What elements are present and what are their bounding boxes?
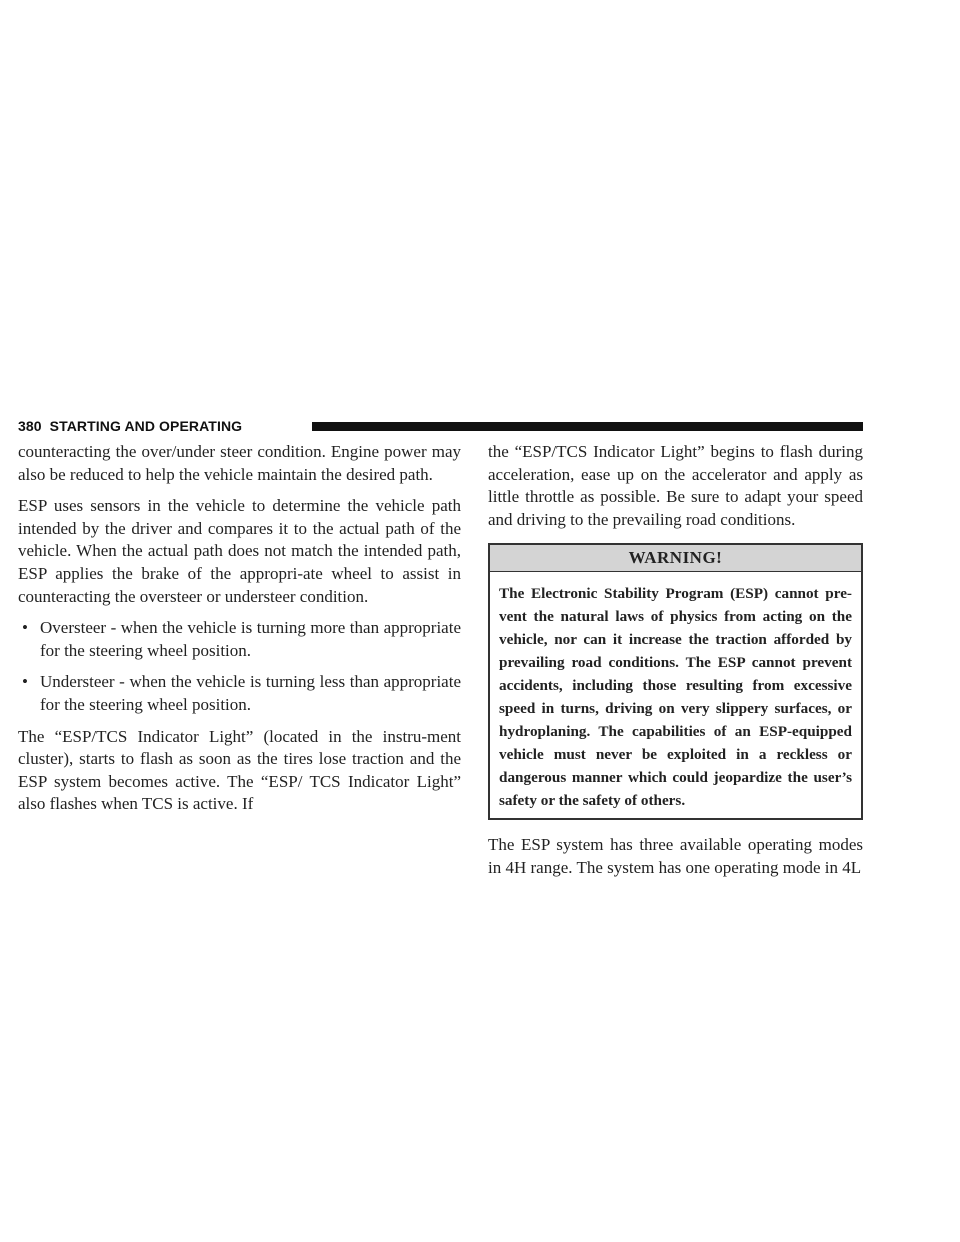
page-number: 380 [18, 418, 42, 434]
right-column [488, 441, 863, 888]
warning-box [488, 543, 863, 820]
paragraph: counteracting the over/under steer condition. Engine power may also be reduced to help the vehicle maintain the desired path. [18, 442, 461, 484]
bullet-text: Oversteer - when the vehicle is turning more than appropriate for the steering wheel position. [40, 618, 461, 660]
bullet-icon: • [22, 618, 28, 638]
paragraph: ESP uses sensors in the vehicle to determine the vehicle path intended by the driver and compares it to the actual path of the vehicle. When the actual path does not match the intended path, ESP applies the brake of the appropri-ate wheel to assist in counteracting the oversteer or understeer condition. [18, 496, 461, 606]
paragraph: the “ESP/TCS Indicator Light” begins to flash during acceleration, ease up on the accelerator and apply as little throttle as possible. Be sure to adapt your speed and driving to the prevailing road conditions. [488, 442, 863, 529]
header-label [18, 418, 242, 434]
paragraph: The ESP system has three available operating modes in 4H range. The system has one operating mode in 4L [488, 834, 863, 877]
section-title: STARTING AND OPERATING [49, 418, 243, 434]
bullet-item-understeer [18, 671, 461, 716]
left-column [18, 441, 461, 825]
page-header [18, 417, 863, 437]
warning-text: The Electronic Stability Program (ESP) cannot pre-vent the natural laws of physics from acting on the vehicle, nor can it increase the traction afforded by prevailing road conditions. The ESP cannot prevent accidents, including those resulting from excessive speed in turns, driving on very slippery surfaces, or hydroplaning. The capabilities of an ESP-equipped vehicle must never be exploited in a reckless or dangerous manner which could jeopardize the user’s safety or the safety of others. [499, 584, 852, 809]
warning-title: WARNING! [490, 545, 861, 572]
bullet-item-oversteer [18, 617, 461, 662]
paragraph: The “ESP/TCS Indicator Light” (located in the instru-ment cluster), starts to flash as soon as the tires lose traction and the ESP system becomes active. The “ESP/ TCS Indicator Light” also flashes when TCS is active. If [18, 726, 461, 814]
header-rule [312, 422, 863, 431]
bullet-icon: • [22, 672, 28, 692]
bullet-text: Understeer - when the vehicle is turning less than appropriate for the steering wheel position. [40, 672, 461, 714]
